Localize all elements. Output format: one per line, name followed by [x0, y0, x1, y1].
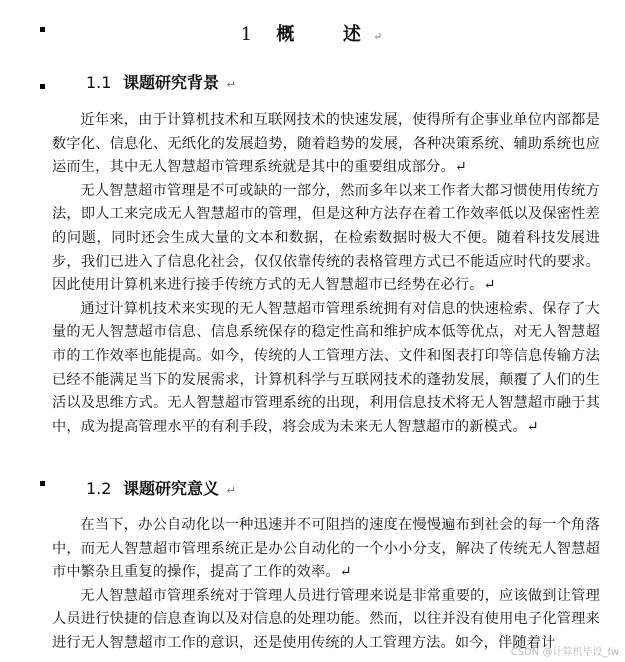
paragraph-mark: ↵: [373, 30, 385, 43]
paragraph-marker: [40, 84, 45, 89]
chapter-title-part1: 概: [276, 24, 297, 45]
section-number: 1.2: [86, 479, 112, 498]
paragraph-mark: ↵: [226, 484, 236, 497]
section-body-1-2: [52, 514, 600, 656]
section-title: 课题研究背景: [123, 73, 220, 92]
body-paragraph: 通过计算机技术来实现的无人智慧超市管理系统拥有对信息的快速检索、保存了大量的无人智慧超市信息、信息系统保存的稳定性高和维护成本低等优点，对无人智慧超市的工作效率也能提高。如今，传统的人工管理方法、文件和图表打印等信息传输方法已经不能满足当下的发展需求，计算机科学与互联网技术的蓬勃发展，颠覆了人们的生活以及思维方式。无人智慧超市管理系统的出现，利用信息技术将无人智慧超市融于其中，成为提高管理水平的有利手段，将会成为未来无人智慧超市的新模式。↵: [52, 300, 600, 435]
body-paragraph: 在当下，办公自动化以一种迅速并不可阻挡的速度在慢慢遍布到社会的每一个角落中，而无人智慧超市管理系统正是办公自动化的一个小小分支，解决了传统无人智慧超市中繁杂且重复的操作，提高了工作的效率。↵: [52, 517, 600, 581]
body-paragraph: 无人智慧超市管理系统对于管理人员进行管理来说是非常重要的，应该做到让管理人员进行快捷的信息查询以及对信息的处理功能。然而，以往并没有使用电子化管理来进行无人智慧超市工作的意识，还是使用传统的人工管理方法。如今，伴随着计: [52, 587, 600, 651]
section-heading-1-2: [86, 476, 236, 499]
section-body-1-1: [52, 109, 600, 439]
watermark: CSDN @计算机毕设_fw: [510, 647, 619, 658]
section-heading-1-1: [86, 70, 236, 93]
section-number: 1.1: [86, 73, 112, 92]
section-title: 课题研究意义: [123, 479, 220, 498]
chapter-number: 1: [240, 24, 255, 45]
body-paragraph: 近年来，由于计算机技术和互联网技术的快速发展，使得所有企事业单位内部都是数字化、信息化、无纸化的发展趋势，随着趋势的发展，各种决策系统、辅助系统也应运而生，其中无人智慧超市管理系统就是其中的重要组成部分。↵: [52, 112, 600, 176]
chapter-heading: [0, 20, 625, 46]
paragraph-mark: ↵: [226, 78, 236, 91]
paragraph-marker: [40, 481, 45, 486]
chapter-title-part2: 述: [342, 24, 363, 45]
body-paragraph: 无人智慧超市管理是不可或缺的一部分，然而多年以来工作者大都习惯使用传统方法，即人工来完成无人智慧超市的管理，但是这种方法存在着工作效率低以及保密性差的问题，同时还会生成大量的文本和数据，在检索数据时极大不便。随着科技发展进步，我们已进入了信息化社会，仅仅依靠传统的表格管理方式已不能适应时代的要求。因此使用计算机来进行接手传统方式的无人智慧超市已经势在必行。↵: [52, 182, 600, 294]
